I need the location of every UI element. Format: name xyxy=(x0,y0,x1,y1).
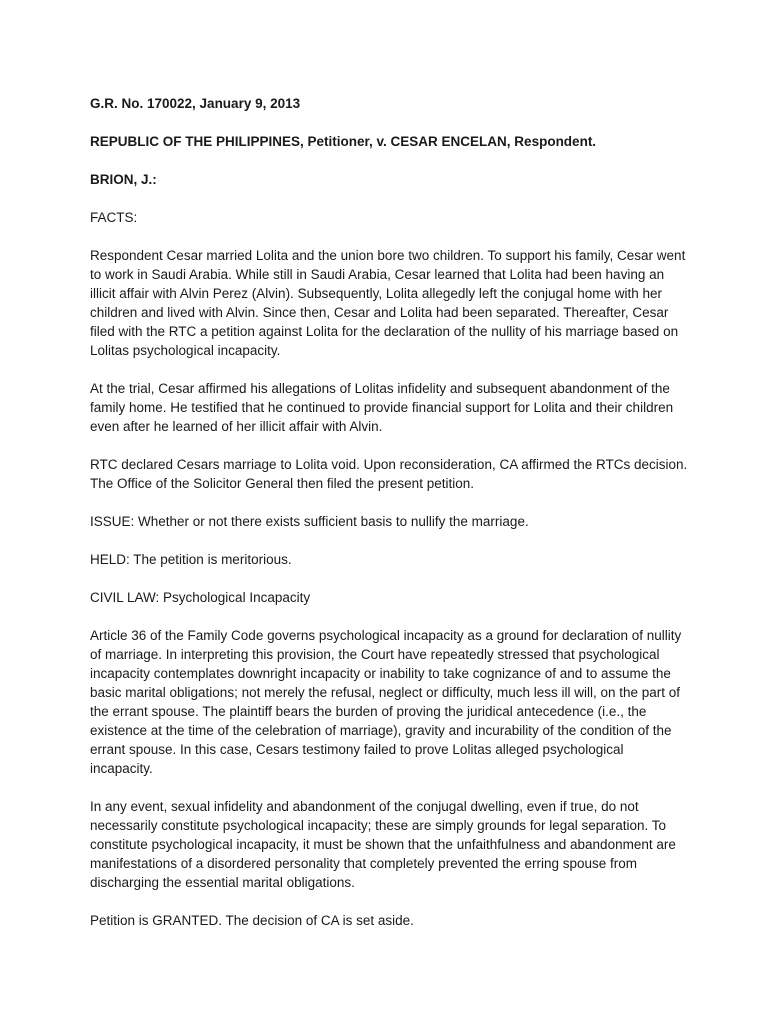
held-statement: HELD: The petition is meritorious. xyxy=(90,552,292,567)
facts-paragraph-2: At the trial, Cesar affirmed his allegations of Lolitas infidelity and subsequent abandonment of the family home. He testified that he continued to provide financial support for Lolita and their children even after he learned of her illicit affair with Alvin. xyxy=(90,381,674,434)
facts-paragraph-3: RTC declared Cesars marriage to Lolita void. Upon reconsideration, CA affirmed the RTCs decision. The Office of the Solicitor General then filed the present petition. xyxy=(90,457,688,491)
topic-heading: CIVIL LAW: Psychological Incapacity xyxy=(90,590,311,605)
document-page xyxy=(90,94,690,949)
issue-statement: ISSUE: Whether or not there exists sufficient basis to nullify the marriage. xyxy=(90,514,529,529)
facts-paragraph-1: Respondent Cesar married Lolita and the union bore two children. To support his family, Cesar went to work in Saudi Arabia. While still in Saudi Arabia, Cesar learned that Lolita had been having an illicit affair with Alvin Perez (Alvin). Subsequently, Lolita allegedly left the conjugal home with her children and lived with Alvin. Since then, Cesar and Lolita had been separated. Thereafter, Cesar filed with the RTC a petition against Lolita for the declaration of the nullity of his marriage based on Lolitas psychological incapacity. xyxy=(90,248,686,358)
case-parties: REPUBLIC OF THE PHILIPPINES, Petitioner, v. CESAR ENCELAN, Respondent. xyxy=(90,134,597,149)
discussion-paragraph-1: Article 36 of the Family Code governs psychological incapacity as a ground for declaration of nullity of marriage. In interpreting this provision, the Court have repeatedly stressed that psychological incapacity contemplates downright incapacity or inability to take cognizance of and to assume the basic marital obligations; not merely the refusal, neglect or difficulty, much less ill will, on the part of the errant spouse. The plaintiff bears the burden of proving the juridical antecedence (i.e., the existence at the time of the celebration of marriage), gravity and incurability of the condition of the errant spouse. In this case, Cesars testimony failed to prove Lolitas alleged psychological incapacity. xyxy=(90,628,682,776)
case-citation: G.R. No. 170022, January 9, 2013 xyxy=(90,96,301,111)
disposition: Petition is GRANTED. The decision of CA is set aside. xyxy=(90,913,414,928)
facts-heading: FACTS: xyxy=(90,210,138,225)
ponente: BRION, J.: xyxy=(90,172,157,187)
discussion-paragraph-2: In any event, sexual infidelity and abandonment of the conjugal dwelling, even if true, do not necessarily constitute psychological incapacity; these are simply grounds for legal separation. To constitute psychological incapacity, it must be shown that the unfaithfulness and abandonment are manifestations of a disordered personality that completely prevented the erring spouse from discharging the essential marital obligations. xyxy=(90,799,676,890)
